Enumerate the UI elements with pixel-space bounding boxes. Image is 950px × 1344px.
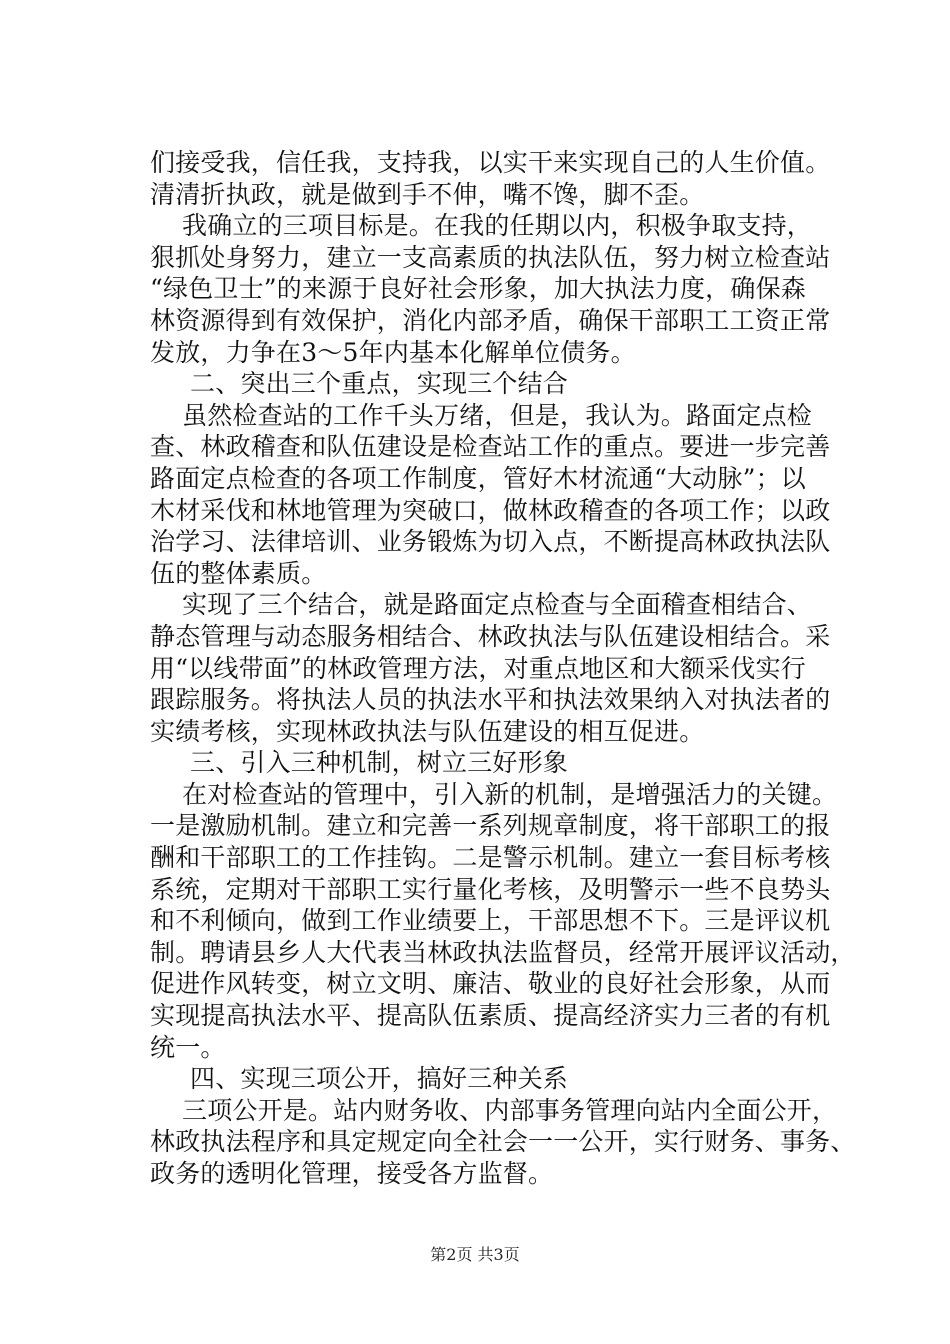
text-line: 和不利倾向，做到工作业绩要上，干部思想不下。三是评议机 (150, 906, 831, 936)
text-line: 实现提高执法水平、提高队伍素质、提高经济实力三者的有机 (150, 1001, 831, 1031)
body-paragraph (150, 1095, 856, 1190)
text-line: 制。聘请县乡人大代表当林政执法监督员，经常开展评议活动， (150, 937, 856, 967)
body-paragraph (150, 210, 830, 368)
text-line: 酬和干部职工的工作挂钩。二是警示机制。建立一套目标考核 (150, 843, 831, 873)
text-line: 促进作风转变，树立文明、廉洁、敬业的良好社会形象，从而 (150, 969, 831, 999)
text-line: 一是激励机制。建立和完善一系列规章制度，将干部职工的报 (150, 811, 831, 841)
text-line: 们接受我，信任我，支持我，以实干来实现自己的人生价值。 (150, 148, 831, 177)
text-line: 三、引入三种机制，树立三好形象 (190, 748, 569, 778)
text-line: 在对检查站的管理中，引入新的机制，是增强活力的关键。 (182, 779, 838, 809)
text-line: 路面定点检查的各项工作制度，管好木材流通“大动脉”；以 (150, 463, 806, 493)
text-line: 二、突出三个重点，实现三个结合 (190, 369, 569, 399)
text-line: “绿色卫士”的来源于良好社会形象，加大执法力度，确保森 (150, 274, 806, 304)
text-line: 三项公开是。站内财务收、内部事务管理向站内全面公开， (182, 1095, 838, 1125)
page-footer: 第2页 共3页 (430, 1245, 520, 1264)
body-paragraph (150, 779, 856, 1063)
text-line: 虽然检查站的工作千头万绪，但是，我认为。路面定点检 (182, 400, 813, 430)
text-line: 我确立的三项目标是。在我的任期以内，积极争取支持， (182, 211, 813, 241)
text-line: 统一。 (150, 1032, 226, 1062)
text-line: 发放，力争在3～5年内基本化解单位债务。 (150, 337, 636, 367)
section-heading (150, 1063, 830, 1095)
section-heading (150, 747, 830, 779)
text-line: 查、林政稽查和队伍建设是检查站工作的重点。要进一步完善 (150, 432, 831, 462)
text-line: 伍的整体素质。 (150, 558, 327, 588)
text-line: 跟踪服务。将执法人员的执法水平和执法效果纳入对执法者的 (150, 685, 831, 715)
text-line: 静态管理与动态服务相结合、林政执法与队伍建设相结合。采 (150, 621, 831, 651)
text-line: 狠抓处身努力，建立一支高素质的执法队伍，努力树立检查站 (150, 242, 831, 272)
text-line: 林政执法程序和具定规定向全社会一一公开，实行财务、事务、 (150, 1127, 856, 1157)
body-paragraph (150, 147, 830, 210)
text-line: 系统，定期对干部职工实行量化考核，及明警示一些不良势头 (150, 874, 831, 904)
text-line: 实现了三个结合，就是路面定点检查与全面稽查相结合、 (182, 590, 813, 620)
body-paragraph (150, 589, 830, 747)
text-line: 林资源得到有效保护，消化内部矛盾，确保干部职工工资正常 (150, 305, 831, 335)
body-paragraph (150, 400, 830, 590)
text-line: 木材采伐和林地管理为突破口，做林政稽查的各项工作；以政 (150, 495, 831, 525)
text-line: 四、实现三项公开，搞好三种关系 (190, 1064, 569, 1094)
text-line: 治学习、法律培训、业务锻炼为切入点，不断提高林政执法队 (150, 527, 831, 557)
text-line: 实绩考核，实现林政执法与队伍建设的相互促进。 (150, 716, 705, 746)
text-line: 政务的透明化管理，接受各方监督。 (150, 1159, 554, 1188)
section-heading (150, 368, 830, 400)
text-line: 用“以线带面”的林政管理方法，对重点地区和大额采伐实行 (150, 653, 806, 683)
text-line: 清清折执政，就是做到手不伸，嘴不馋，脚不歪。 (150, 179, 705, 209)
document-body (150, 147, 856, 1190)
